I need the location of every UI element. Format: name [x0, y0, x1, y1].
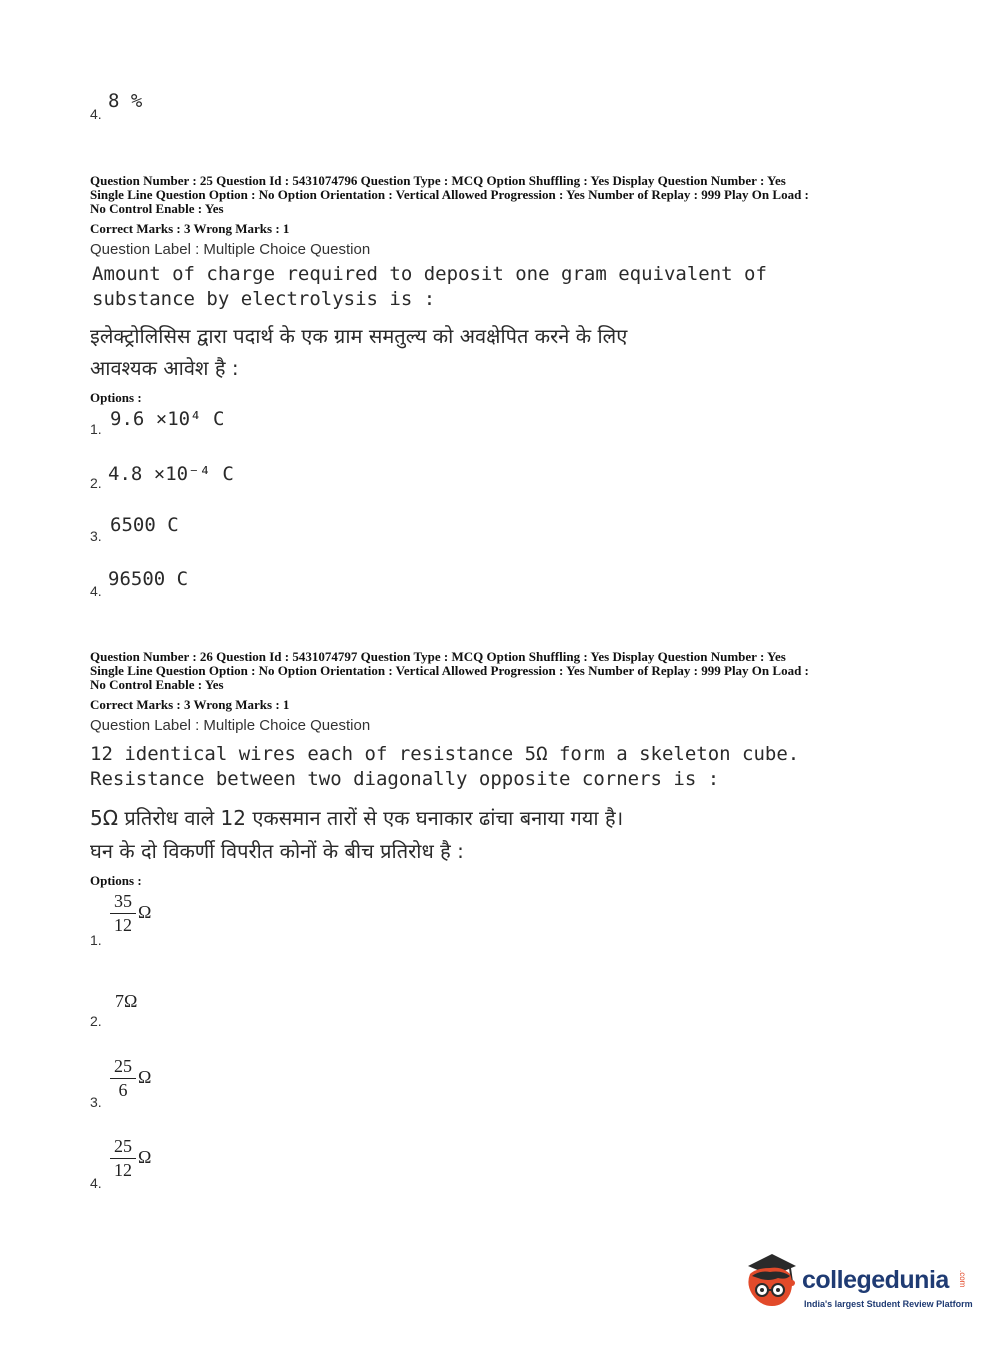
option-fraction [110, 1056, 160, 1106]
brand-suffix: .com [958, 1270, 967, 1288]
fraction-bar [110, 1078, 136, 1079]
fraction-denominator: 6 [118, 1080, 128, 1100]
options-heading: Options : [90, 390, 142, 405]
fraction-numerator: 35 [114, 891, 132, 911]
mascot-icon [742, 1250, 800, 1310]
brand-tagline: India's largest Student Review Platform [804, 1299, 973, 1309]
option-number: 4. [90, 1175, 102, 1191]
question-text-hindi: आवश्यक आवेश है : [90, 356, 239, 380]
option-number: 3. [90, 528, 102, 544]
fraction-numerator: 25 [114, 1056, 132, 1076]
option-text: 96500 C [108, 568, 189, 590]
options-heading: Options : [90, 873, 142, 888]
option-text: 8 % [108, 90, 143, 112]
question-label: Question Label : Multiple Choice Question [90, 717, 371, 734]
option-text: 4.8 ×10⁻⁴ C [108, 463, 234, 485]
fraction-numerator: 25 [114, 1136, 132, 1156]
fraction-unit: Ω [138, 902, 152, 922]
question-meta-line: Question Number : 26 Question Id : 5431074797 Question Type : MCQ Option Shuffling : Yes Display Question Number : Yes [90, 649, 786, 664]
option-number: 1. [90, 421, 102, 437]
option-number: 2. [90, 1013, 102, 1029]
fraction-unit: Ω [138, 1147, 152, 1167]
option-number: 4. [90, 583, 102, 599]
marks-info: Correct Marks : 3 Wrong Marks : 1 [90, 221, 290, 236]
question-text-english: substance by electrolysis is : [92, 288, 436, 310]
question-text-english: 12 identical wires each of resistance 5Ω form a skeleton cube. [90, 743, 800, 765]
fraction-bar [110, 1158, 136, 1159]
option-number: 4. [90, 106, 102, 122]
fraction-unit: Ω [138, 1067, 152, 1087]
brand-name: collegedunia [802, 1266, 949, 1294]
question-text-english: Resistance between two diagonally opposite corners is : [90, 768, 720, 790]
option-text: 7Ω [115, 991, 138, 1011]
marks-info: Correct Marks : 3 Wrong Marks : 1 [90, 697, 290, 712]
fraction-bar [110, 913, 136, 914]
fraction-denominator: 12 [114, 915, 132, 935]
option-number: 3. [90, 1094, 102, 1110]
option-text: 9.6 ×10⁴ C [110, 408, 225, 430]
question-text-hindi: 5Ω प्रतिरोध वाले 12 एकसमान तारों से एक घनाकार ढांचा बनाया गया है। [90, 806, 624, 830]
option-text: 6500 C [110, 514, 179, 536]
question-label: Question Label : Multiple Choice Question [90, 241, 371, 258]
option-number: 1. [90, 932, 102, 948]
option-fraction [110, 891, 160, 941]
question-meta-line: Single Line Question Option : No Option Orientation : Vertical Allowed Progression : Yes Number of Replay : 999 Play On Load : [90, 187, 809, 202]
question-meta-line: No Control Enable : Yes [90, 201, 224, 216]
question-text-hindi: घन के दो विकर्णी विपरीत कोनों के बीच प्रतिरोध है : [90, 839, 464, 863]
option-number: 2. [90, 475, 102, 491]
question-text-english: Amount of charge required to deposit one gram equivalent of [92, 263, 767, 285]
question-meta-line: Question Number : 25 Question Id : 5431074796 Question Type : MCQ Option Shuffling : Yes Display Question Number : Yes [90, 173, 786, 188]
fraction-denominator: 12 [114, 1160, 132, 1180]
question-text-hindi: इलेक्ट्रोलिसिस द्वारा पदार्थ के एक ग्राम समतुल्य को अवक्षेपित करने के लिए [90, 324, 628, 348]
question-meta-line: No Control Enable : Yes [90, 677, 224, 692]
option-fraction [110, 1136, 160, 1186]
question-meta-line: Single Line Question Option : No Option Orientation : Vertical Allowed Progression : Yes Number of Replay : 999 Play On Load : [90, 663, 809, 678]
